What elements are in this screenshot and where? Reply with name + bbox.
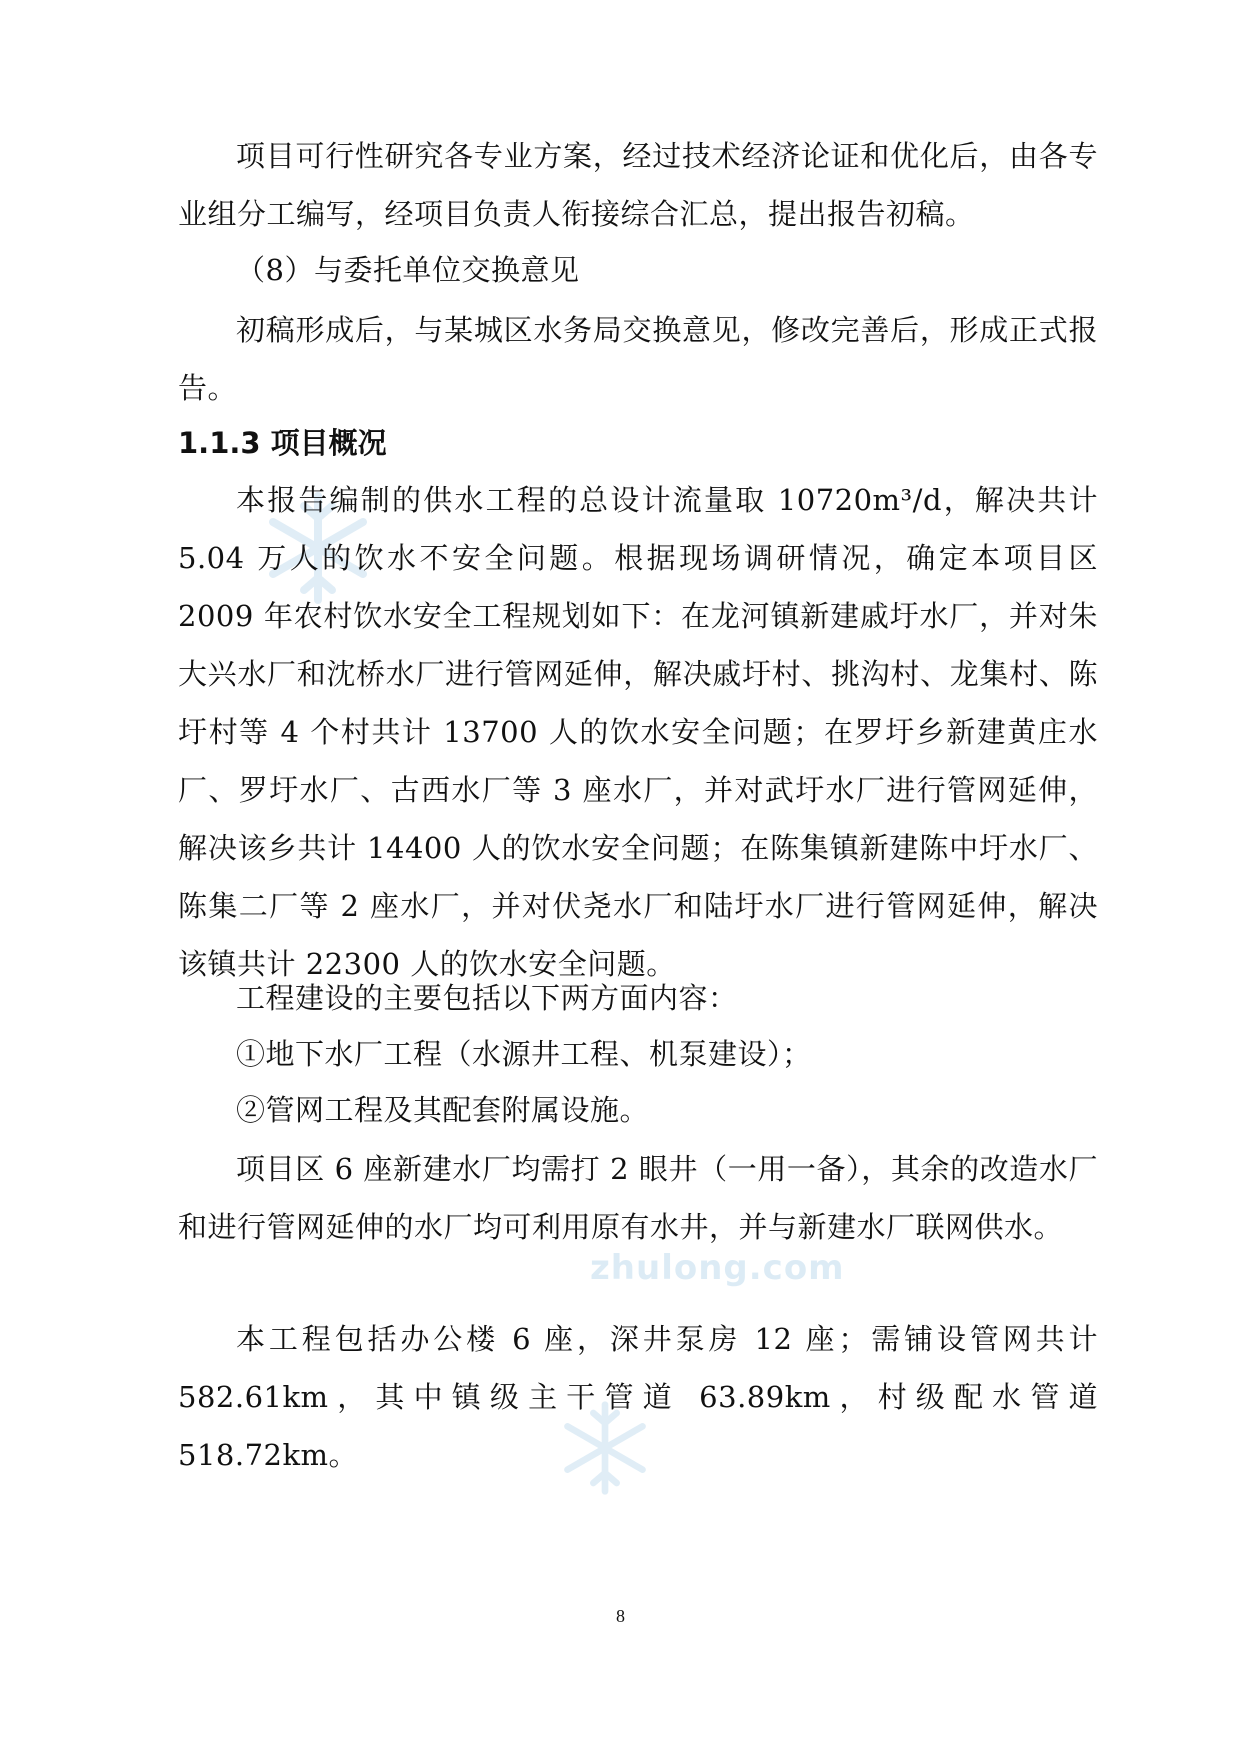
list-item: ①地下水厂工程（水源井工程、机泵建设）； — [236, 1037, 812, 1071]
paragraph: 工程建设的主要包括以下两方面内容： — [236, 981, 738, 1015]
paragraph: 项目可行性研究各专业方案，经过技术经济论证和优化后，由各专业组分工编写，经项目负责人衔接综合汇总，提出报告初稿。 — [178, 139, 1098, 231]
watermark-text: zhulong.com — [590, 1248, 845, 1288]
list-item: ②管网工程及其配套附属设施。 — [236, 1093, 650, 1127]
paragraph: 项目区 6 座新建水厂均需打 2 眼井（一用一备），其余的改造水厂和进行管网延伸的水厂均可利用原有水井，并与新建水厂联网供水。 — [178, 1152, 1098, 1244]
paragraph: 本工程包括办公楼 6 座，深井泵房 12 座；需铺设管网共计 582.61km，其中镇级主干管道 63.89km，村级配水管道 518.72km。 — [178, 1322, 1098, 1472]
paragraph: （8）与委托单位交换意见 — [236, 253, 580, 287]
paragraph: 本报告编制的供水工程的总设计流量取 10720m³/d，解决共计 5.04 万人的饮水不安全问题。根据现场调研情况，确定本项目区 2009 年农村饮水安全工程规划如下：在龙河镇新建戚圩水厂，并对朱大兴水厂和沈桥水厂进行管网延伸，解决戚圩村、挑沟村、龙集村、陈圩村等 4 个村共计 13700 人的饮水安全问题；在罗圩乡新建黄庄水厂、罗圩水厂、古西水厂等 3 座水厂，并对武圩水厂进行管网延伸，解决该乡共计 14400 人的饮水安全问题；在陈集镇新建陈中圩水厂、陈集二厂等 2 座水厂，并对伏尧水厂和陆圩水厂进行管网延伸，解决该镇共计 22300 人的饮水安全问题。 — [178, 483, 1098, 981]
section-heading: 1.1.3 项目概况 — [178, 426, 387, 460]
page-number: 8 — [616, 1606, 625, 1626]
paragraph: 初稿形成后，与某城区水务局交换意见，修改完善后，形成正式报告。 — [178, 313, 1098, 405]
